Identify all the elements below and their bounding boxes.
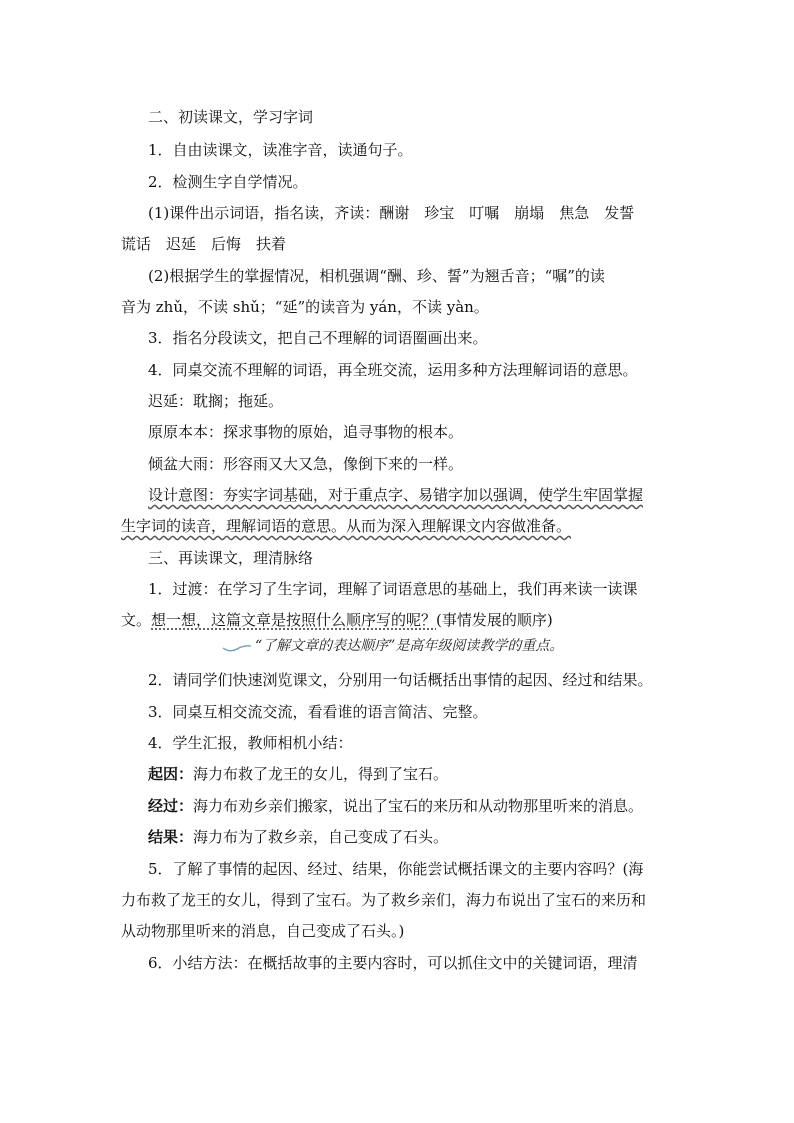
result-text: 海力布为了救乡亲，自己变成了石头。 — [193, 828, 449, 846]
main-idea-line-1: 5．了解了事情的起因、经过、结果，你能尝试概括课文的主要内容吗？(海 — [148, 860, 644, 878]
step-3: 3．指名分段读文，把自己不理解的词语圈画出来。 — [148, 329, 488, 347]
transition-line-1: 1．过渡：在学习了生字词，理解了词语意思的基础上，我们再来读一读课 — [148, 580, 638, 598]
transition-line-2 — [121, 610, 553, 630]
design-intent-text-2: 生字词的读音，理解词语的意思。从而为深入理解课文内容做准备。 — [121, 517, 572, 535]
word-definition-3: 倾盆大雨：形容雨又大又急，像倒下来的一样。 — [148, 455, 464, 473]
step-summary-4: 4．学生汇报，教师相机小结： — [148, 734, 353, 752]
margin-note-mark-icon — [222, 640, 252, 654]
word-definition-2: 原原本本：探求事物的原始，追寻事物的根本。 — [148, 423, 464, 441]
word-definition-1: 迟延：耽搁；拖延。 — [148, 392, 284, 410]
vocab-list-line-2: 谎话 迟延 后悔 扶着 — [121, 235, 287, 253]
design-intent-line-2 — [121, 516, 571, 536]
step-summary-3: 3．同桌互相交流交流，看看谁的语言简洁、完整。 — [148, 703, 488, 721]
process-line — [148, 796, 643, 816]
main-idea-line-2: 力布救了龙王的女儿，得到了宝石。为了救乡亲们，海力布说出了宝石的来历和 — [121, 891, 647, 909]
design-intent-line-1 — [148, 485, 643, 505]
process-label: 经过： — [148, 797, 194, 815]
section-heading-2: 二、初读课文，学习字词 — [148, 108, 314, 126]
margin-note: “了解文章的表达顺序”是高年级阅读教学的重点。 — [255, 638, 564, 654]
section-heading-3: 三、再读课文，理清脉络 — [148, 549, 314, 567]
step-2: 2．检测生字自学情况。 — [148, 173, 308, 191]
design-intent-text-1: 设计意图：夯实字词基础，对于重点字、易错字加以强调，使学生牢固掌握 — [148, 486, 644, 504]
main-idea-line-3: 从动物那里听来的消息，自己变成了石头。) — [121, 922, 405, 940]
method-summary-line-1: 6．小结方法：在概括故事的主要内容时，可以抓住文中的关键词语，理清 — [148, 954, 638, 972]
cause-line — [148, 764, 448, 784]
result-line — [148, 827, 448, 847]
cause-text: 海力布救了龙王的女儿，得到了宝石。 — [193, 765, 449, 783]
cause-label: 起因： — [148, 765, 194, 783]
step-4: 4．同桌交流不理解的词语，再全班交流，运用多种方法理解词语的意思。 — [148, 361, 638, 379]
step-1: 1．自由读课文，读准字音，读通句子。 — [148, 141, 413, 159]
transition-answer: (事情发展的顺序) — [436, 611, 553, 629]
transition-question: 想一想，这篇文章是按照什么顺序写的呢？ — [151, 611, 437, 629]
transition-prefix: 文。 — [121, 611, 152, 629]
vocab-list-line-1: (1)课件出示词语，指名读，齐读：酬谢 珍宝 叮嘱 崩塌 焦急 发誓 — [148, 204, 635, 222]
pronunciation-note-line-1: (2)根据学生的掌握情况，相机强调“酬、珍、誓”为翘舌音；“嘱”的读 — [148, 267, 605, 285]
pronunciation-note-line-2: 音为 zhǔ，不读 shǔ；“延”的读音为 yán，不读 yàn。 — [121, 298, 489, 316]
step-summary-2: 2．请同学们快速浏览课文，分别用一句话概括出事情的起因、经过和结果。 — [148, 671, 653, 689]
result-label: 结果： — [148, 828, 194, 846]
process-text: 海力布劝乡亲们搬家，说出了宝石的来历和从动物那里听来的消息。 — [193, 797, 644, 815]
